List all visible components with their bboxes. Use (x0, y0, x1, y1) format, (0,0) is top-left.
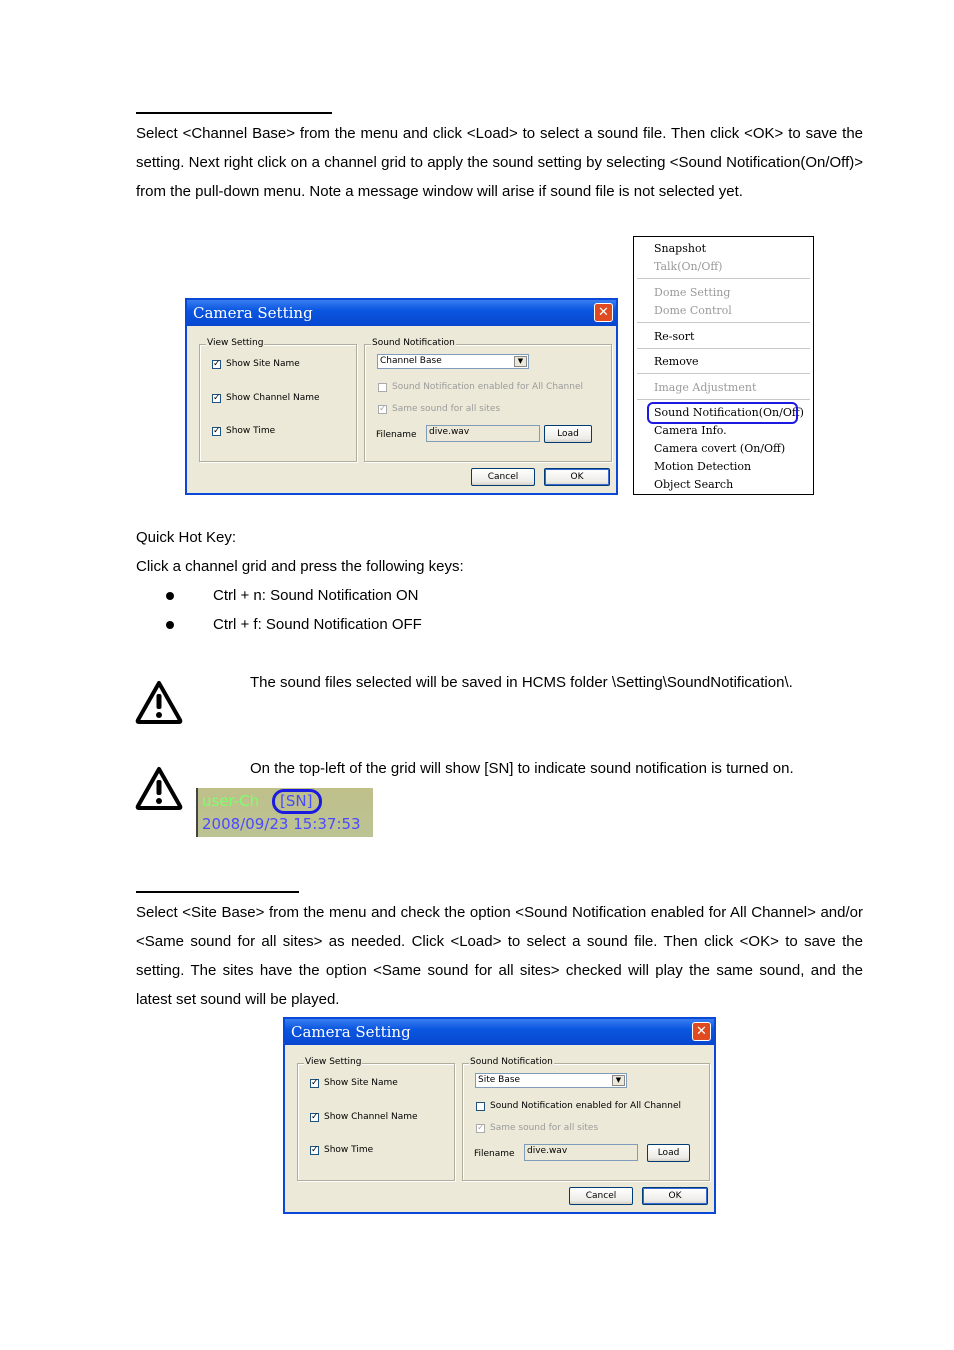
warning-icon (135, 766, 183, 810)
show-time-label: Show Time (324, 1145, 374, 1155)
dialog-title: Camera Setting (291, 1023, 411, 1041)
sn-channel-name: user-Ch (202, 792, 260, 810)
load-button[interactable]: Load (647, 1144, 690, 1162)
section2-heading-underline (136, 891, 299, 893)
close-icon[interactable]: ✕ (594, 303, 613, 322)
sn-indicator: [SN] (280, 792, 313, 810)
sound-notification-label: Sound Notification (372, 338, 455, 348)
chevron-down-icon[interactable]: ▼ (514, 356, 527, 367)
sn-timestamp: 2008/09/23 15:37:53 (202, 815, 361, 833)
show-time-checkbox[interactable]: ✓ (213, 426, 221, 436)
menu-separator (637, 322, 810, 323)
menu-separator (637, 399, 810, 400)
ok-button[interactable]: OK (642, 1187, 708, 1205)
filename-label: Filename (474, 1149, 515, 1159)
note-2-text: On the top-left of the grid will show [SN] to indicate sound notification is turned on. (250, 760, 794, 777)
camera-setting-dialog-1 (185, 298, 618, 495)
filename-label: Filename (376, 430, 417, 440)
cancel-button[interactable]: Cancel (471, 468, 535, 486)
load-button[interactable]: Load (544, 425, 592, 443)
menu-separator (637, 373, 810, 374)
base-select[interactable] (475, 1073, 627, 1088)
dialog-titlebar[interactable] (285, 1019, 714, 1045)
camera-setting-dialog-2 (283, 1017, 716, 1214)
base-select-value: Channel Base (380, 356, 442, 366)
filename-value: dive.wav (527, 1146, 568, 1156)
menu-item-resort[interactable]: Re-sort (654, 330, 695, 343)
bullet-icon (166, 592, 174, 600)
hotkey-item-text: Ctrl + f: Sound Notification OFF (213, 616, 422, 633)
same-sound-label: Same sound for all sites (490, 1123, 599, 1133)
hotkey-intro: Click a channel grid and press the following keys: (136, 558, 464, 575)
dialog-title: Camera Setting (193, 304, 313, 322)
menu-item-image-adjustment[interactable]: Image Adjustment (654, 381, 757, 394)
same-sound-checkbox[interactable]: ✓ (477, 1123, 485, 1133)
chevron-down-icon[interactable]: ▼ (612, 1075, 625, 1086)
show-channel-checkbox[interactable]: ✓ (311, 1112, 319, 1122)
section1-heading-underline (136, 112, 332, 114)
view-setting-label: View Setting (207, 338, 264, 348)
menu-item-motion-detection[interactable]: Motion Detection (654, 460, 752, 473)
menu-item-camera-info[interactable]: Camera Info. (654, 424, 727, 437)
menu-item-remove[interactable]: Remove (654, 355, 699, 368)
show-site-label: Show Site Name (324, 1078, 398, 1088)
menu-item-camera-covert[interactable]: Camera covert (On/Off) (654, 442, 786, 455)
highlight-oval (647, 402, 798, 424)
base-select[interactable] (377, 354, 529, 369)
note-1-text: The sound files selected will be saved in HCMS folder \Setting\SoundNotification\. (250, 674, 793, 691)
menu-item-dome-setting[interactable]: Dome Setting (654, 286, 731, 299)
menu-item-snapshot[interactable]: Snapshot (654, 242, 706, 255)
hotkey-title: Quick Hot Key: (136, 529, 237, 546)
hotkey-item-text: Ctrl + n: Sound Notification ON (213, 587, 419, 604)
filename-value: dive.wav (429, 427, 470, 437)
menu-item-sound-notification[interactable]: Sound Notification(On/Off) (654, 406, 804, 419)
base-select-value: Site Base (478, 1075, 521, 1085)
show-time-checkbox[interactable]: ✓ (311, 1145, 319, 1155)
filename-field[interactable] (426, 425, 540, 442)
show-site-checkbox[interactable]: ✓ (311, 1078, 319, 1088)
enabled-all-checkbox[interactable] (378, 383, 387, 392)
menu-separator (637, 278, 810, 279)
show-channel-label: Show Channel Name (324, 1112, 418, 1122)
filename-field[interactable] (524, 1144, 638, 1161)
channel-context-menu (633, 236, 814, 495)
show-site-checkbox[interactable]: ✓ (213, 359, 221, 369)
sn-grid-screenshot (196, 788, 373, 837)
section1-paragraph: Select <Channel Base> from the menu and click <Load> to select a sound file. Then click <OK> to save the setting. Next right click on a channel grid to apply the sound setting by selecting <Sound Notification(On/Off)> from the pull-down menu. Note a message window will arise if sound file is not selected yet. (136, 125, 863, 200)
enabled-all-label: Sound Notification enabled for All Channel (392, 382, 583, 392)
enabled-all-label: Sound Notification enabled for All Channel (490, 1101, 681, 1111)
menu-item-object-search[interactable]: Object Search (654, 478, 734, 491)
warning-icon (135, 680, 183, 724)
menu-separator (637, 348, 810, 349)
dialog-titlebar[interactable] (187, 300, 616, 326)
bullet-icon (166, 621, 174, 629)
same-sound-label: Same sound for all sites (392, 404, 501, 414)
same-sound-checkbox[interactable]: ✓ (379, 404, 387, 414)
ok-button[interactable]: OK (544, 468, 610, 486)
sound-notification-label: Sound Notification (470, 1057, 553, 1067)
show-channel-checkbox[interactable]: ✓ (213, 393, 221, 403)
show-time-label: Show Time (226, 426, 276, 436)
hotkey-item (166, 587, 566, 607)
sn-highlight-oval (272, 789, 322, 814)
section2-paragraph: Select <Site Base> from the menu and check the option <Sound Notification enabled for All Channel> and/or <Same sound for all sites> as needed. Click <Load> to select a sound file. Then click <OK> to save the setting. The sites have the option <Same sound for all sites> checked will play the same sound, and the latest set sound will be played. (136, 904, 863, 1008)
show-channel-label: Show Channel Name (226, 393, 320, 403)
hotkey-item (166, 616, 566, 636)
cancel-button[interactable]: Cancel (569, 1187, 633, 1205)
view-setting-label: View Setting (305, 1057, 362, 1067)
menu-item-talk[interactable]: Talk(On/Off) (654, 260, 723, 273)
menu-item-dome-control[interactable]: Dome Control (654, 304, 732, 317)
enabled-all-checkbox[interactable] (476, 1102, 485, 1111)
close-icon[interactable]: ✕ (692, 1022, 711, 1041)
show-site-label: Show Site Name (226, 359, 300, 369)
